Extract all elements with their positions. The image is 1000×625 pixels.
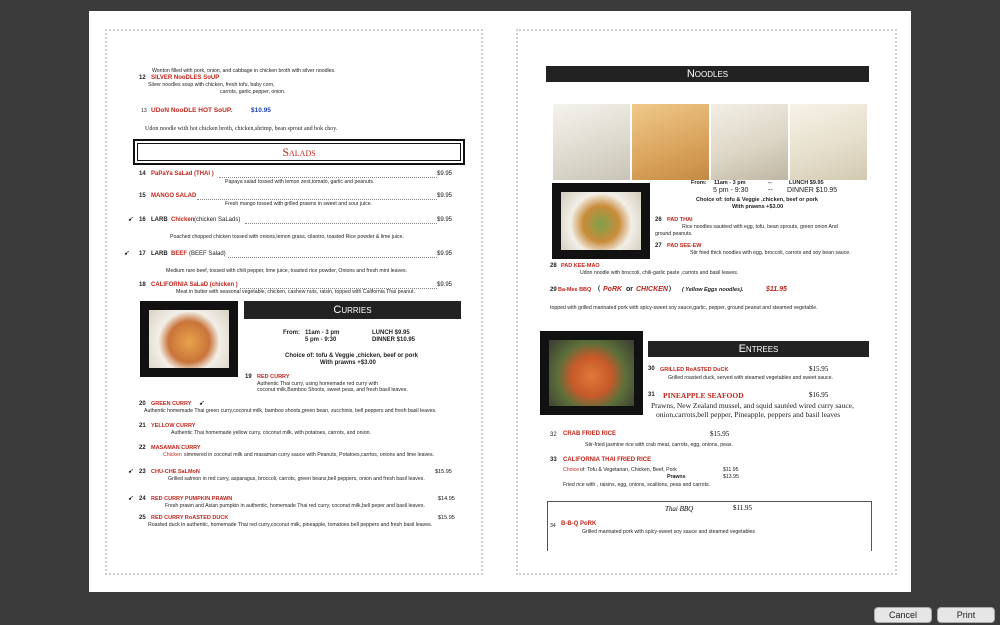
item-number: 23	[139, 469, 146, 475]
item-number: 29	[550, 287, 557, 293]
lunch-price: LUNCH $9.95	[789, 180, 824, 186]
item-note: ( Yellow Eggs noodles).	[682, 287, 744, 293]
item-number: 13	[141, 108, 147, 114]
item-number: 24	[139, 496, 146, 502]
item-price: $15.95	[435, 469, 452, 475]
pepper-icon: ➹	[128, 215, 134, 223]
item-subtitle: (chicken SaLads)	[194, 217, 241, 223]
separator: --	[768, 187, 773, 194]
item-description: Authentic Thai homemade yellow curry, coconut milk, with potatoes, carrots, and onion.	[171, 430, 371, 436]
pepper-icon: ➹	[199, 399, 205, 407]
wonton-description: Wonton filled with pork, onion, and cabbage in chicken broth with silver noodles.	[152, 68, 336, 74]
item-description: carrots, garlic,pepper, onion.	[220, 89, 286, 95]
item-name: UDoN NooDLE HOT SoUP.	[151, 107, 233, 114]
item-price: $16.95	[809, 391, 829, 399]
item-number: 21	[139, 423, 146, 429]
prawns-upcharge: With prawns +$3.00	[320, 360, 376, 366]
lunch-hours: 11am - 3 pm	[305, 330, 340, 336]
item-price: $9.95	[437, 193, 453, 199]
item-description: Grilled salmon in red curry, asparagus, broccoli, carrots, green beans,bell peppers, onion and fresh basil leaves.	[168, 476, 425, 482]
item-name: GREEN CURRY	[151, 401, 192, 407]
lunch-price: LUNCH $9.95	[372, 330, 410, 336]
noodles-banner	[546, 66, 869, 82]
item-name: RED CURRY RoASTED DUCK	[151, 515, 229, 521]
item-number: 27	[655, 243, 662, 249]
prawns-price: $13.95	[723, 474, 739, 480]
choice-of: Choice of: tofu & Veggie ,chicken, beef or pork	[285, 353, 419, 359]
item-description: Fresh mango tossed with grilled prawns in sweet and sour juice.	[225, 201, 373, 207]
seafood-photo	[540, 331, 643, 415]
item-name: CRAB FRIED RICE	[563, 431, 617, 437]
menu-page-right	[516, 29, 897, 575]
pepper-icon: ➹	[124, 249, 130, 257]
item-description: Authentic Thai curry, using homemade red curry with	[257, 381, 378, 387]
item-number: 17	[139, 251, 146, 257]
choice-label: Choice	[563, 467, 580, 473]
item-description: topped with grilled marinated pork with spicy-sweet soy sauce,garlic, pepper, ground peanut and steamed vegetable.	[550, 305, 818, 311]
item-protein: Chicken	[163, 452, 182, 458]
choice-paren: (	[598, 286, 600, 292]
item-number: 16	[139, 217, 146, 223]
item-description: Poached chopped chicken tossed with onions,lemon grass, cilantro, toasted Rice powder & lime juice.	[170, 234, 404, 240]
section-title: Salads	[282, 145, 316, 159]
item-price: $10.95	[251, 107, 271, 114]
item-name: GRILLED RoASTED DuCK	[660, 367, 729, 373]
item-name: RED CURRY PUMPKIN PRAWN	[151, 496, 233, 502]
item-number: 32	[550, 432, 557, 438]
print-preview-sheet	[89, 11, 911, 592]
dinner-price: DINNER $10.95	[787, 187, 838, 194]
item-name: Chicken	[171, 217, 195, 223]
item-price: $15.95	[438, 515, 455, 521]
item-name: RED CURRY	[257, 374, 290, 380]
item-price: $11.95	[723, 467, 739, 473]
item-name: Ba-Mee BBQ	[558, 287, 592, 293]
item-description: Rice noodles sautéed with egg, tofu, bean sprouts, green onion And	[682, 224, 838, 230]
section-title: Entrees	[738, 343, 779, 355]
item-number: 34	[550, 523, 556, 529]
item-description: Fried rice with , raisins, egg, onions, scallions, peas and carrots.	[563, 482, 711, 488]
egg-noodles-photo	[632, 104, 709, 180]
item-description: Grilled marinated pork with spicy-sweet soy sauce and steamed vegetables	[582, 529, 756, 535]
item-name: CALIFORNIA SaLaD (chicken )	[151, 282, 238, 288]
item-description: Papaya salad tossed with lemon zest,tomato, garlic and peanuts.	[225, 179, 375, 185]
item-name: SILVER NooDLES SoUP	[151, 75, 220, 81]
item-number: 18	[139, 282, 146, 288]
item-price: $15.95	[809, 365, 829, 373]
section-title: Curries	[333, 304, 372, 316]
lunch-hours: 11am - 3 pm	[714, 180, 746, 186]
item-label: LARB	[151, 251, 168, 257]
item-description: Meat in butter with seasonal vegetable, chicken, cashew nuts, raisin, topped with California Thai peanut.	[176, 289, 415, 295]
curry-photo	[140, 301, 238, 377]
item-price: $9.95	[437, 251, 453, 257]
item-name: MASAMAN CURRY	[151, 445, 201, 451]
item-description: Silver noodles soup with chicken, fresh tofu, baby corn,	[148, 82, 275, 88]
item-name: PAD SEE-EW	[667, 243, 702, 249]
item-description: simmered in coconut milk and masaman curry sauce with Peanuts, Potatoes,carrtos, onions and lime leaves.	[184, 452, 434, 458]
item-number: 22	[139, 445, 146, 451]
item-label: LARB	[151, 217, 168, 223]
item-number: 15	[139, 193, 146, 199]
item-price: $14.95	[438, 496, 455, 502]
item-name: PAD KEE-MAO	[561, 263, 600, 269]
item-description: coconut milk,Bamboo Shoots, sweet peas, and fresh basil leaves.	[257, 387, 408, 393]
item-name: CHU-CHE SaLMoN	[151, 469, 200, 475]
item-name: B-B-Q PoRK	[561, 521, 597, 527]
item-number: 19	[245, 374, 252, 380]
bbq-price: $11.95	[733, 504, 752, 512]
item-description: Prawns, New Zealand mussel, and squid sautéed wired curry sauce,	[651, 401, 854, 410]
item-description: Stir fried thick noodles with egg, broccoli, carrots and soy bean sauce.	[690, 250, 851, 256]
item-number: 12	[139, 75, 146, 81]
print-button[interactable]: Print	[937, 607, 995, 623]
prawns-upcharge: With prawns +$3.00	[732, 204, 784, 210]
item-number: 26	[655, 217, 662, 223]
hours-label: From:	[283, 330, 300, 336]
item-price: $9.95	[437, 171, 453, 177]
item-description: Fresh prawn and Asian pumpkin in authentic, homemade Thai red curry, coconut milk,bell peper and basil leaves.	[165, 503, 425, 509]
cancel-button[interactable]: Cancel	[874, 607, 932, 623]
item-name: PaPaYa SaLad (THAI )	[151, 171, 214, 177]
entrees-banner	[648, 341, 869, 357]
dinner-hours: 5 pm - 9:30	[713, 187, 749, 194]
item-description: Grilled roasted duck, served with steamed vegetables and sweet sauce.	[668, 375, 833, 381]
item-name: YELLOW CURRY	[151, 423, 196, 429]
choice-paren: )	[669, 286, 671, 292]
item-price: $9.95	[437, 217, 453, 223]
item-number: 30	[648, 366, 655, 372]
item-description: ground peanuts.	[655, 231, 693, 237]
item-number: 33	[550, 457, 557, 463]
item-name: MANGO SALAD	[151, 193, 197, 199]
section-title: Noodles	[686, 68, 729, 80]
choice-or: or	[626, 286, 633, 293]
bbq-title: Thai BBQ	[665, 505, 694, 513]
item-description: Udon noodle with broccoli, chili-garlic paste ,carrots and basil leaves.	[580, 270, 739, 276]
item-number: 20	[139, 401, 146, 407]
prawns-label: Prawns	[667, 474, 686, 480]
separator: --	[768, 180, 772, 186]
item-number: 25	[139, 515, 146, 521]
udon-noodles-photo	[790, 104, 867, 180]
hours-label: From:	[691, 180, 707, 186]
item-name: PAD THAI	[667, 217, 693, 223]
curries-banner	[244, 301, 461, 319]
item-price: $11.95	[766, 286, 787, 293]
salads-banner	[133, 139, 465, 165]
wide-noodles-photo	[711, 104, 788, 180]
rice-noodles-photo	[553, 104, 630, 180]
dinner-price: DINNER $10.95	[372, 337, 416, 343]
pepper-icon: ➹	[128, 494, 134, 502]
item-name: BEEF	[171, 251, 188, 257]
choice-of: of: Tofu & Vegetarian, Chicken, Beef, Pork	[580, 467, 677, 473]
choice-chicken: CHICKEN	[636, 286, 668, 293]
item-price: $15.95	[710, 430, 730, 438]
item-price: $9.95	[437, 282, 453, 288]
item-subtitle: (BEEF Salad)	[189, 251, 226, 257]
item-number: 31	[648, 392, 655, 398]
item-number: 28	[550, 263, 557, 269]
choice-pork: PoRK	[603, 286, 623, 293]
item-description: Roasted duck in authentic, homemade Thai red curry,coconut milk, pineapple, tomatoes bell peppers and fresh basil leaves.	[148, 522, 433, 528]
menu-page-left	[105, 29, 483, 575]
item-description: Udon noodle with hot chicken broth, chicken,shrimp, bean sprout and bok choy.	[145, 126, 338, 132]
choice-of: Choice of: tofu & Veggie ,chicken, beef or pork	[696, 197, 818, 203]
item-description: Stir-fried jasmine rice with crab meat, carrots, egg, onions, peas.	[585, 442, 733, 448]
dinner-hours: 5 pm - 9:30	[305, 337, 337, 343]
pad-thai-photo	[552, 183, 650, 259]
item-description: Authentic homemade Thai green curry,coconut milk, bamboo shoots,green bean, zucchinis, bell peppers and fresh basil leaves.	[144, 408, 437, 414]
item-description: onion,carrots,bell pepper, Pineapple, peppers and basil leaves	[656, 410, 841, 419]
item-number: 14	[139, 171, 146, 177]
item-name: CALIFORNIA THAI FRIED RICE	[563, 457, 652, 463]
pepper-icon: ➹	[128, 467, 134, 475]
item-name: PINEAPPLE SEAFOOD	[663, 391, 744, 400]
item-description: Medium rare beef, tossed with chili pepper, lime juice, toasted rice powder, Onions and fresh mint leaves.	[166, 268, 408, 274]
